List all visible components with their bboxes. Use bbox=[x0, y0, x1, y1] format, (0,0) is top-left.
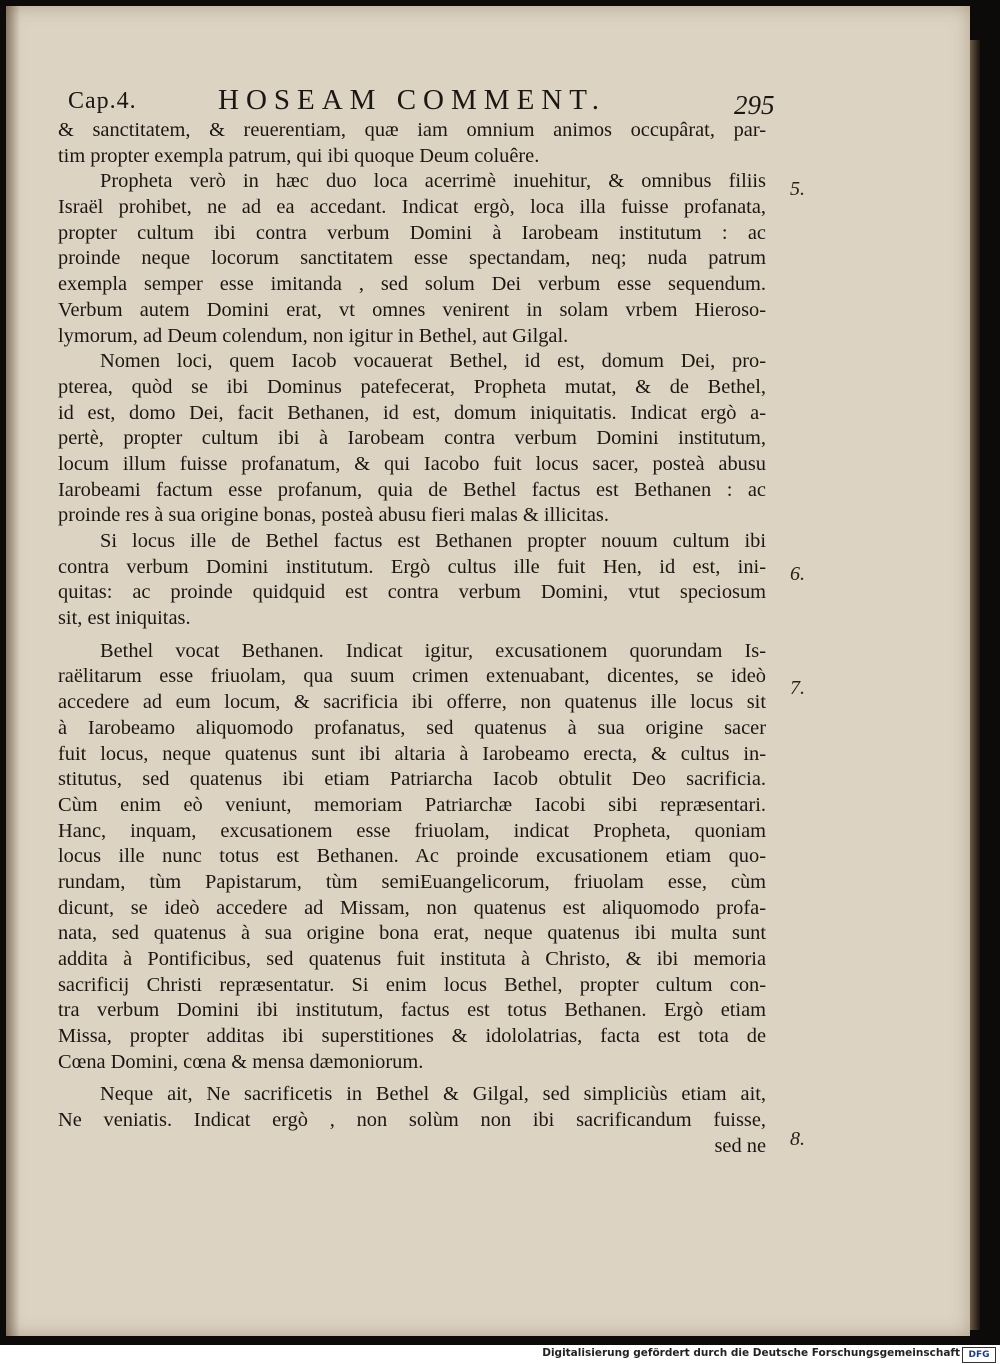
dfg-logo: DFG bbox=[962, 1347, 996, 1363]
text-line: tra verbum Domini ibi institutum, factus est totus Bethanen. Ergò etiam bbox=[58, 999, 766, 1022]
text-line: fuit locus, neque quatenus sunt ibi altaria à Iarobeamo erecta, & cultus in- bbox=[58, 742, 766, 765]
text-line: proinde neque locorum sanctitatem esse spectandam, neq; nuda patrum bbox=[58, 247, 766, 270]
margin-number: 5. bbox=[790, 178, 805, 200]
text-line: pterea, quòd se ibi Dominus patefecerat, Propheta mutat, & de Bethel, bbox=[58, 375, 766, 398]
text-line: Missa, propter additas ibi superstitiones & idololatrias, facta est tota de bbox=[58, 1025, 766, 1048]
page-number: 295 bbox=[734, 90, 775, 120]
text-line: & sanctitatem, & reuerentiam, quæ iam omnium animos occupârat, par- bbox=[58, 119, 766, 141]
text-line: Nomen loci, quem Iacob vocauerat Bethel, id est, domum Dei, pro- bbox=[100, 350, 766, 373]
running-title: HOSEAM COMMENT. bbox=[218, 84, 607, 116]
text-line: lymorum, ad Deum colendum, non igitur in Bethel, aut Gilgal. bbox=[58, 324, 569, 347]
text-line: accedere ad eum locum, & sacrificia ibi offerre, non quatenus ille locus sit bbox=[58, 691, 766, 714]
footer-bar bbox=[0, 1345, 1000, 1364]
text-line: raëlitarum esse friuolam, qua suum crimen extenuabant, dicentes, se ideò bbox=[58, 665, 766, 688]
text-line: dicunt, se ideò accedere ad Missam, non quatenus est aliquomodo profa- bbox=[58, 896, 766, 919]
text-line: sit, est iniquitas. bbox=[58, 607, 191, 630]
text-line: addita à Pontificibus, sed quatenus fuit instituta à Christo, & ibi memoria bbox=[58, 948, 766, 970]
text-line: locum illum fuisse profanatum, & qui Iacobo fuit locus sacer, posteà abusu bbox=[58, 452, 766, 475]
text-line: locus ille nunc totus est Bethanen. Ac proinde excusationem etiam quo- bbox=[58, 845, 766, 868]
text-line: propter cultum ibi contra verbum Domini à Iarobeam institutum : ac bbox=[58, 221, 766, 244]
margin-number: 7. bbox=[790, 677, 805, 699]
text-line: Verbum autem Domini erat, vt omnes venirent in solam vrbem Hieroso- bbox=[58, 298, 766, 321]
margin-number: 8. bbox=[790, 1128, 805, 1150]
text-line: id est, domo Dei, facit Bethanen, id est, domum iniquitatis. Indicat ergò a- bbox=[58, 401, 766, 424]
text-line: Cùm enim eò veniunt, memoriam Patriarchæ Iacobi sibi repræsentari. bbox=[58, 793, 766, 816]
page-edge bbox=[970, 40, 980, 1330]
text-line: Propheta verò in hæc duo loca acerrimè inuehitur, & omnibus filiis bbox=[100, 170, 766, 193]
text-line: Israël prohibet, ne ad ea accedant. Indicat ergò, loca illa fuisse profanata, bbox=[58, 196, 766, 219]
body-text bbox=[58, 118, 766, 1160]
text-line: exempla semper esse imitanda , sed solum Dei verbum esse sequendum. bbox=[58, 273, 766, 296]
text-line: sacrificij Christi repræsentatur. Si enim locus Bethel, propter cultum con- bbox=[58, 973, 766, 996]
catchword: sed ne bbox=[714, 1134, 766, 1157]
margin-number: 6. bbox=[790, 563, 805, 585]
text-line: Si locus ille de Bethel factus est Bethanen propter nouum cultum ibi bbox=[100, 530, 766, 552]
text-line: pertè, propter cultum ibi à Iarobeam contra verbum Domini institutum, bbox=[58, 427, 766, 450]
text-line: Iarobeami factum esse profanum, quia de Bethel factus est Bethanen : ac bbox=[58, 478, 766, 501]
funding-notice: Digitalisierung gefördert durch die Deutsche Forschungsgemeinschaft bbox=[542, 1347, 960, 1359]
chapter-label: Cap.4. bbox=[68, 88, 137, 114]
text-line: quitas: ac proinde quidquid est contra verbum Domini, vtut speciosum bbox=[58, 581, 766, 604]
text-line: Neque ait, Ne sacrificetis in Bethel & Gilgal, sed simpliciùs etiam ait, bbox=[100, 1083, 766, 1106]
page-binding-shadow bbox=[6, 6, 20, 1336]
text-line: rundam, tùm Papistarum, tùm semiEuangelicorum, friuolam esse, cùm bbox=[58, 870, 766, 893]
text-line: tim propter exempla patrum, qui ibi quoque Deum coluêre. bbox=[58, 144, 540, 167]
text-line: Cœna Domini, cœna & mensa dæmoniorum. bbox=[58, 1050, 424, 1073]
text-line: contra verbum Domini institutum. Ergò cultus ille fuit Hen, id est, ini- bbox=[58, 555, 766, 578]
text-line: nata, sed quatenus à sua origine bona erat, neque quatenus ibi multa sunt bbox=[58, 922, 766, 945]
text-line: Hanc, inquam, excusationem esse friuolam, indicat Propheta, quoniam bbox=[58, 819, 766, 842]
text-line: proinde res à sua origine bonas, posteà abusu fieri malas & illicitas. bbox=[58, 504, 609, 527]
text-line: Ne veniatis. Indicat ergò , non solùm non ibi sacrificandum fuisse, bbox=[58, 1109, 766, 1132]
text-line: à Iarobeamo aliquomodo profanatus, sed quatenus à sua origine sacer bbox=[58, 716, 766, 739]
text-line: stitutus, sed quatenus ibi etiam Patriarcha Iacob obtulit Deo sacrificia. bbox=[58, 768, 766, 791]
text-line: Bethel vocat Bethanen. Indicat igitur, excusationem quorundam Is- bbox=[100, 639, 766, 662]
